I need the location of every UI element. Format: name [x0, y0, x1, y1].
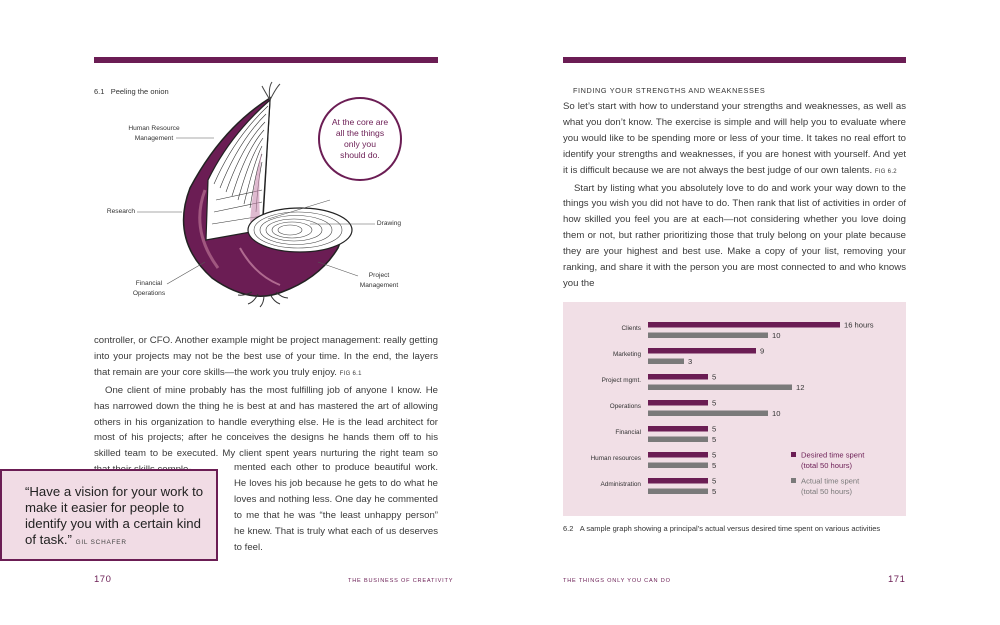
desired-bar	[648, 400, 708, 406]
value-label: 5	[712, 461, 717, 470]
paragraph: So let’s start with how to understand your strengths and weaknesses, as well as what you don’t know. The exercise is simple and will help you to evaluate where you would like to be spending more or less of your time. It takes no real effort to identify your strengths and weaknesses, if you are honest with yourself. And yet it is difficult because we are not always the best judge of our own talents. FIG 6.2	[563, 101, 906, 176]
label-project-management: Project Management	[359, 272, 399, 289]
fig-title: Peeling the onion	[110, 87, 169, 96]
paragraph: controller, or CFO. Another example might be project management: really getting into your projects may not be the best use of your time. In the end, the layers that remain are your core skills—the work you truly enjoy. FIG 6.1	[94, 335, 438, 378]
legend-label: Actual time spent	[801, 476, 860, 486]
desired-bar	[648, 348, 756, 354]
page-number-left: 170	[94, 574, 112, 585]
left-body-text	[94, 333, 438, 478]
label-hr-management: Human Resource Management	[128, 125, 180, 142]
chart-panel	[563, 302, 906, 516]
value-label: 10	[772, 331, 781, 340]
desired-bar	[648, 322, 840, 328]
legend-label: Desired time spent	[801, 450, 865, 460]
actual-bar	[648, 489, 708, 495]
legend-swatch	[791, 452, 796, 457]
category-label: Administration	[600, 481, 641, 488]
legend-label: (total 50 hours)	[801, 487, 853, 496]
fig-number: 6.1	[94, 87, 105, 96]
category-label: Financial	[615, 429, 641, 436]
label-drawing: Drawing	[376, 220, 402, 227]
actual-bar	[648, 359, 684, 365]
section-heading: FINDING YOUR STRENGTHS AND WEAKNESSES	[573, 86, 766, 95]
fig-title: A sample graph showing a principal’s actual versus desired time spent on various activities	[579, 524, 881, 533]
leader-lines	[0, 0, 500, 320]
category-label: Human resources	[590, 455, 641, 462]
pull-quote-box	[0, 469, 218, 561]
category-label: Operations	[609, 403, 641, 410]
value-label: 9	[760, 346, 765, 356]
actual-bar	[648, 385, 792, 391]
time-spent-bar-chart	[563, 302, 906, 516]
category-label: Marketing	[612, 351, 641, 358]
fig-ref: FIG 6.1	[339, 370, 362, 377]
category-label: Project mgmt.	[601, 377, 641, 384]
quote-text: “Have a vision for your work to make it easier for people to identify you with a certain kind of task.”	[25, 484, 204, 547]
value-label: 5	[712, 487, 717, 496]
legend-label: (total 50 hours)	[801, 461, 853, 470]
actual-bar	[648, 411, 768, 417]
value-label: 5	[712, 424, 717, 434]
desired-bar	[648, 478, 708, 484]
pull-quote	[25, 484, 215, 551]
desired-bar	[648, 452, 708, 458]
fig-number: 6.2	[563, 524, 574, 533]
paragraph: Start by listing what you absolutely love to do and work your way down to the things you wish you did not have to do. Then rank that list of activities in order of how skilled you feel you are at each—not considering whether you love doing them or not, but rather prioritizing those that truly belong on your plate because they are your highest and best use. Make a copy of your list, removing your ranking, and share it with the person you are most connected to and who knows you the	[563, 182, 906, 289]
callout-text: At the core are all the things only you should do.	[331, 117, 389, 160]
left-body-text-narrow	[234, 460, 438, 555]
category-label: Clients	[621, 325, 641, 332]
value-label: 16 hours	[844, 320, 874, 330]
label-financial-operations: Financial Operations	[132, 280, 166, 297]
right-body-text	[563, 99, 906, 292]
paragraph: mented each other to produce beautiful work. He loves his job because he gets to do what he loves and nothing less. One day he commented to me that he was “the least unhappy person” he knew. That is truly what each of us deserves to feel.	[234, 462, 438, 553]
value-label: 5	[712, 476, 717, 486]
value-label: 3	[688, 357, 693, 366]
desired-bar	[648, 374, 708, 380]
quote-author: GIL SCHAFER	[75, 539, 127, 546]
core-callout	[318, 97, 402, 181]
value-label: 10	[772, 409, 781, 418]
value-label: 5	[712, 450, 717, 460]
value-label: 5	[712, 398, 717, 408]
value-label: 12	[796, 383, 805, 392]
fig-6-2-caption	[563, 524, 880, 533]
page-number-right: 171	[888, 574, 906, 585]
running-head-left: THE BUSINESS OF CREATIVITY	[348, 578, 454, 584]
paragraph: One client of mine probably has the most fulfilling job of anyone I know. He has narrowed down the thing he is best at and has mastered the art of allowing others in his organization to handle everything else. He is the lead architect for most of his projects; after he conceives the designs he hands them off to his skilled team to be executed. My client spent years nurturing the right team so	[94, 384, 438, 460]
running-head-right: THE THINGS ONLY YOU CAN DO	[563, 578, 671, 584]
fig-ref: FIG 6.2	[874, 168, 897, 175]
actual-bar	[648, 333, 768, 339]
value-label: 5	[712, 372, 717, 382]
legend-swatch	[791, 478, 796, 483]
value-label: 5	[712, 435, 717, 444]
label-research: Research	[106, 208, 136, 215]
actual-bar	[648, 463, 708, 469]
actual-bar	[648, 437, 708, 443]
desired-bar	[648, 426, 708, 432]
right-top-rule	[563, 57, 906, 63]
